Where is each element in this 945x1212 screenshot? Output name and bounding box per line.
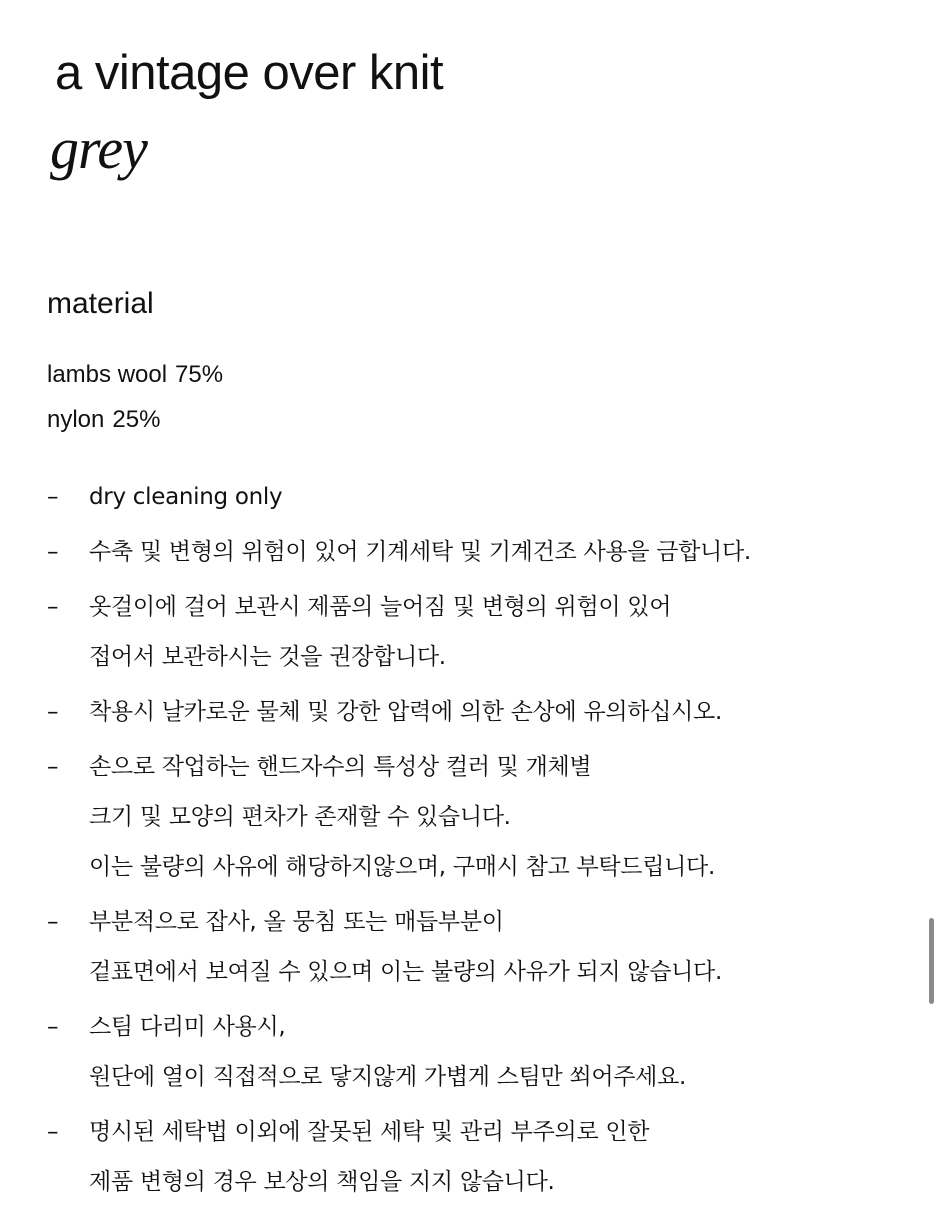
composition-name: nylon xyxy=(47,406,105,433)
product-color: grey xyxy=(50,116,147,181)
care-item-line: 수축 및 변형의 위험이 있어 기계세탁 및 기계건조 사용을 금합니다. xyxy=(89,539,751,565)
bullet-dash: – xyxy=(47,699,59,725)
care-item xyxy=(47,527,907,577)
care-item-line: 스팀 다리미 사용시, xyxy=(89,1014,286,1040)
bullet-dash: – xyxy=(47,909,59,935)
care-item-text xyxy=(89,1002,907,1102)
care-item-line: 옷걸이에 걸어 보관시 제품의 늘어짐 및 변형의 위험이 있어 xyxy=(89,594,672,620)
care-item-text xyxy=(89,1107,907,1207)
bullet-dash: – xyxy=(47,1119,59,1145)
care-item-line: dry cleaning only xyxy=(89,484,283,510)
bullet-dash: – xyxy=(47,594,59,620)
care-item-line: 명시된 세탁법 이외에 잘못된 세탁 및 관리 부주의로 인한 xyxy=(89,1119,650,1145)
bullet-dash: – xyxy=(47,754,59,780)
composition-name: lambs wool xyxy=(47,361,168,388)
composition-percent: 25% xyxy=(112,406,161,433)
care-item-text xyxy=(89,527,907,577)
care-item-line: 크기 및 모양의 편차가 존재할 수 있습니다. xyxy=(89,804,511,830)
care-item xyxy=(47,742,907,892)
care-item-text xyxy=(89,897,907,997)
care-item-text xyxy=(89,742,907,892)
care-item-line: 제품 변형의 경우 보상의 책임을 지지 않습니다. xyxy=(89,1169,555,1195)
care-item-line: 손으로 작업하는 핸드자수의 특성상 컬러 및 개체별 xyxy=(89,754,592,780)
care-item-line: 이는 불량의 사유에 해당하지않으며, 구매시 참고 부탁드립니다. xyxy=(89,854,715,880)
care-item-line: 접어서 보관하시는 것을 권장합니다. xyxy=(89,644,446,670)
bullet-dash: – xyxy=(47,484,59,510)
material-composition-list xyxy=(47,352,223,442)
care-item-text xyxy=(89,687,907,737)
bullet-dash: – xyxy=(47,1014,59,1040)
composition-item xyxy=(47,352,223,397)
care-item xyxy=(47,897,907,997)
bullet-dash: – xyxy=(47,539,59,565)
care-item-line: 겉표면에서 보여질 수 있으며 이는 불량의 사유가 되지 않습니다. xyxy=(89,959,722,985)
care-item-text xyxy=(89,472,907,522)
composition-item xyxy=(47,397,223,442)
care-item-line: 부분적으로 잡사, 올 뭉침 또는 매듭부분이 xyxy=(89,909,504,935)
care-item xyxy=(47,472,907,522)
care-item xyxy=(47,687,907,737)
care-item-line: 원단에 열이 직접적으로 닿지않게 가볍게 스팀만 쐬어주세요. xyxy=(89,1064,687,1090)
product-title: a vintage over knit xyxy=(55,46,444,100)
care-item xyxy=(47,1107,907,1207)
care-item-text xyxy=(89,582,907,682)
care-item-line: 착용시 날카로운 물체 및 강한 압력에 의한 손상에 유의하십시오. xyxy=(89,699,722,725)
material-heading: material xyxy=(47,287,154,320)
care-item xyxy=(47,582,907,682)
composition-percent: 75% xyxy=(175,361,224,388)
scrollbar-thumb[interactable] xyxy=(929,918,934,1004)
care-instructions-list xyxy=(47,472,907,1212)
care-item xyxy=(47,1002,907,1102)
